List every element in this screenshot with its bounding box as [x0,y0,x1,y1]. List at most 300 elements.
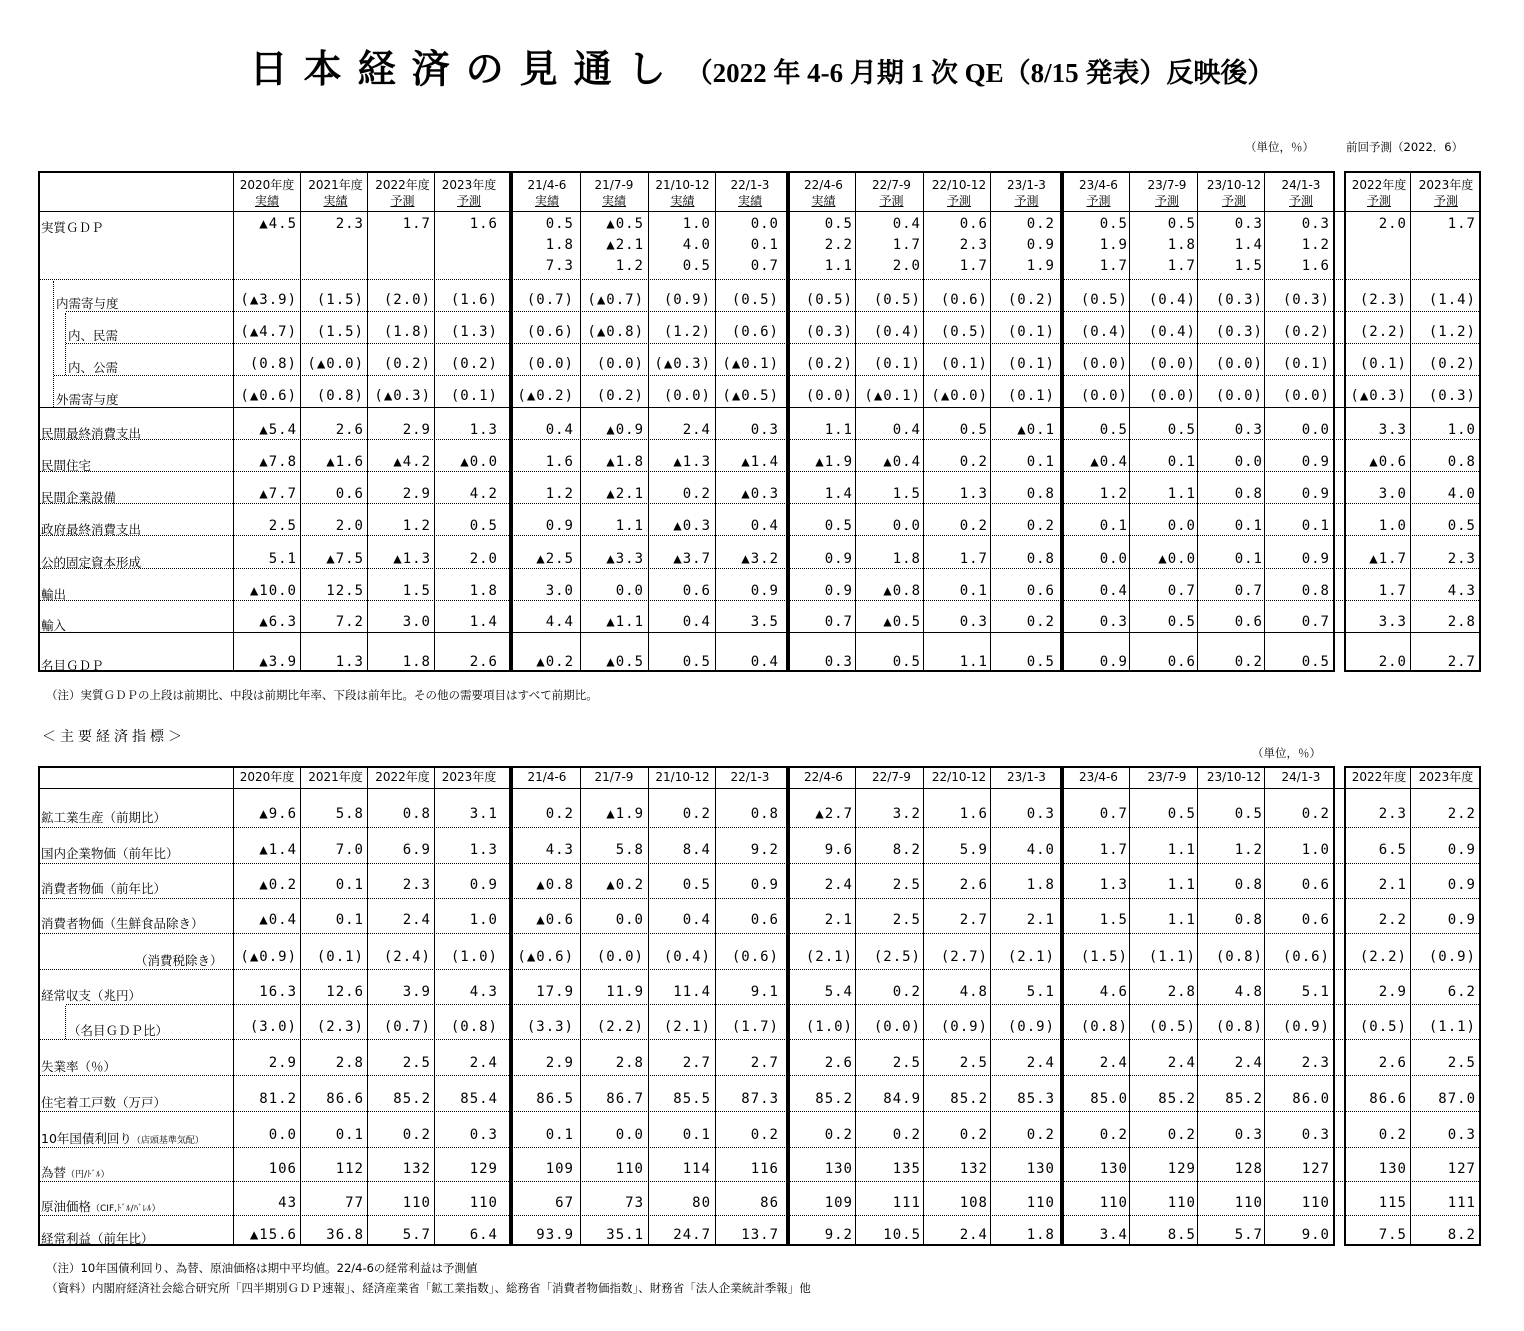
table-cell: 5.4 [824,984,853,1000]
column-header-period: 22/1-3 [730,178,770,192]
table-cell: 2.8 [1447,614,1476,630]
table-cell: (▲0.1) [722,356,779,372]
row-label-text: 外需寄与度 [56,392,119,407]
table-cell: 2.4 [1234,1055,1263,1071]
table-cell: (▲0.6) [517,949,574,965]
table-cell: 0.4 [682,912,711,928]
row-label [68,358,118,376]
table-cell: 4.2 [469,486,498,502]
table-cell: ▲1.3 [393,551,431,567]
table-cell: (0.5) [1359,1019,1407,1035]
table-cell: 4.3 [469,984,498,1000]
table-cell: 2.5 [892,912,921,928]
table-cell: 0.6 [1234,614,1263,630]
table-cell: 132 [959,1161,988,1177]
column-header: 2021年度 [308,770,363,784]
table-cell: 4.0 [1026,842,1055,858]
table-cell: 0.8 [1234,486,1263,502]
table-cell: 1.0 [682,216,711,232]
table-cell: 1.7 [892,237,921,253]
table-cell: 93.9 [536,1227,574,1243]
row-rule [38,933,1481,934]
table-cell: ▲1.4 [259,842,297,858]
column-header-status: 予測 [1154,194,1179,208]
table-cell: ▲2.1 [606,237,644,253]
column-rule [1410,766,1411,1246]
table-cell: 1.9 [1099,237,1128,253]
table-cell: 0.2 [959,518,988,534]
column-rule [715,171,716,672]
bracket-rule [65,313,66,375]
table-cell: (0.1) [1359,356,1407,372]
column-rule [434,766,435,1246]
unit-label-2: （単位，％） [1252,746,1321,760]
table-cell: 1.5 [892,486,921,502]
table-cell: 0.3 [1234,422,1263,438]
column-header-status: 実績 [601,194,626,208]
column-header-period: 2020年度 [239,178,295,192]
table-cell: 2.9 [1378,984,1407,1000]
table-cell: (0.2) [1428,356,1476,372]
table-cell: 0.6 [1301,877,1330,893]
table-cell: ▲1.9 [606,806,644,822]
outlook-table [38,171,1481,672]
table-cell: 4.8 [1234,984,1263,1000]
table-cell: 35.1 [606,1227,644,1243]
table-cell: ▲4.5 [259,216,297,232]
table-cell: 1.2 [402,518,431,534]
table-cell: (1.6) [450,292,498,308]
column-header: 22/10-12 [931,770,987,784]
table-cell: (0.1) [1007,324,1055,340]
table-cell: ▲1.8 [606,454,644,470]
row-label-text: 経常収支（兆円） [41,988,142,1003]
table-cell: 7.5 [1378,1227,1407,1243]
table-cell: 2.8 [1167,984,1196,1000]
table-cell: 5.8 [615,842,644,858]
table-cell: 3.0 [545,583,574,599]
table-cell: 2.4 [959,1227,988,1243]
table-cell: 0.0 [892,518,921,534]
table-cell: 0.6 [1167,654,1196,670]
column-header-period: 21/4-6 [527,178,567,192]
table-cell: 0.5 [682,654,711,670]
column-header-period: 21/7-9 [594,178,634,192]
table-cell: ▲1.4 [741,454,779,470]
row-label [56,390,119,408]
table-cell: 4.4 [545,614,574,630]
table-cell: 0.7 [750,258,779,274]
table-cell: 2.0 [1378,216,1407,232]
table-cell: 0.9 [824,583,853,599]
table-cell: 6.5 [1378,842,1407,858]
table-cell: (0.7) [383,1019,431,1035]
title-sub: （2022 年 4-6 月期 1 次 QE（8/15 発表）反映後） [685,58,1275,88]
table-cell: ▲0.8 [883,583,921,599]
table-cell: 1.8 [545,237,574,253]
table-cell: (0.5) [805,292,853,308]
row-label [41,1093,166,1111]
table-cell: 1.7 [1099,842,1128,858]
table-cell: (0.3) [805,324,853,340]
table-cell: 0.9 [750,583,779,599]
table-cell: 9.1 [750,984,779,1000]
table-cell: 0.5 [1301,654,1330,670]
table-cell: 9.2 [750,842,779,858]
table-cell: 1.2 [615,258,644,274]
table-cell: 0.9 [1301,454,1330,470]
column-header: 21/7-9 [594,770,634,784]
table-cell: 86.6 [326,1091,364,1107]
column-header: 2022年度 [1351,770,1407,784]
table-cell: 0.1 [1026,454,1055,470]
column-header-period: 22/7-9 [872,178,911,192]
table-cell: 3.1 [469,806,498,822]
row-rule [38,827,1481,828]
table-cell: 7.3 [545,258,574,274]
table-cell: (0.4) [1148,324,1196,340]
table-cell: ▲0.5 [606,654,644,670]
table-cell: 2.5 [1447,1055,1476,1071]
table-cell: 13.7 [741,1227,779,1243]
row-label [41,1197,161,1215]
table-cell: ▲0.6 [536,912,574,928]
table-cell: ▲15.6 [249,1227,297,1243]
row-rule [66,343,1481,344]
column-header [1347,177,1411,209]
column-header-status: 予測 [1288,194,1313,208]
column-header-period: 23/1-3 [1007,178,1046,192]
table-cell: 2.6 [469,654,498,670]
table-cell: 1.3 [469,842,498,858]
table-cell: (0.6) [1282,949,1330,965]
table-cell: 16.3 [259,984,297,1000]
table-cell: (0.8) [1080,1019,1128,1035]
table-cell: (0.2) [1007,292,1055,308]
column-header: 22/1-3 [730,770,770,784]
table-cell: 5.1 [1026,984,1055,1000]
column-header-period: 2022年度 [1351,178,1407,192]
table-cell: 0.5 [469,518,498,534]
column-header: 2023年度 [1418,770,1474,784]
table-cell: 6.9 [402,842,431,858]
table-cell: 6.4 [469,1227,498,1243]
table-cell: (0.0) [596,356,644,372]
table-cell: ▲0.4 [883,454,921,470]
table-cell: 1.7 [1167,258,1196,274]
table-cell: 1.7 [959,551,988,567]
row-label [56,294,119,312]
table-cell: 2.3 [402,877,431,893]
table-cell: 0.2 [1301,806,1330,822]
table-cell: ▲3.3 [606,551,644,567]
table-cell: ▲0.3 [741,486,779,502]
table-cell: 0.2 [892,1127,921,1143]
table-cell: (0.4) [1148,292,1196,308]
column-header: 24/1-3 [1281,770,1321,784]
table-cell: 5.9 [959,842,988,858]
table-cell: 3.2 [892,806,921,822]
column-header [790,177,857,209]
table-cell: (2.0) [383,292,431,308]
table-cell: 1.9 [1026,258,1055,274]
table-cell: 8.2 [892,842,921,858]
table-cell: 0.8 [1026,551,1055,567]
table-cell: (0.0) [526,356,574,372]
table-cell: 2.7 [750,1055,779,1071]
row-label-text: 民間企業設備 [41,490,117,505]
table-cell: 1.4 [1234,237,1263,253]
table-cell: 1.2 [1099,486,1128,502]
row-label-text: 実質ＧＤＰ [41,220,104,235]
table-cell: 0.8 [1301,583,1330,599]
table-cell: 9.2 [824,1227,853,1243]
column-rule [367,766,368,1246]
column-rule [855,171,856,672]
table-cell: 0.5 [824,216,853,232]
table-cell: ▲9.6 [259,806,297,822]
table-cell: 2.7 [1447,654,1476,670]
table-cell: 0.5 [1167,806,1196,822]
table-cell: 2.4 [469,1055,498,1071]
column-header [580,177,648,209]
table-cell: 0.1 [1167,454,1196,470]
table-cell: (0.1) [1282,356,1330,372]
column-header [1201,177,1267,209]
row-label-text: 民間住宅 [41,458,92,473]
table-cell: 0.8 [1026,486,1055,502]
column-header-status: 予測 [1433,194,1458,208]
table-cell: 135 [892,1161,921,1177]
table-cell: 129 [1167,1161,1196,1177]
row-rule [38,1075,1481,1076]
table-cell: 0.3 [1026,806,1055,822]
table-cell: 9.6 [824,842,853,858]
table-cell: 2.6 [959,877,988,893]
table-cell: 85.2 [1158,1091,1196,1107]
table-cell: ▲3.7 [673,551,711,567]
row-rule [38,863,1481,864]
table-cell: 0.9 [750,877,779,893]
table-cell: 2.2 [1378,912,1407,928]
row-label [41,218,104,236]
table-cell: 114 [682,1161,711,1177]
table-cell: 5.7 [1234,1227,1263,1243]
row-rule [38,439,1481,440]
table-cell: 0.3 [824,654,853,670]
table-cell: (▲0.3) [374,388,431,404]
column-rule [300,171,301,672]
table-cell: ▲2.1 [606,486,644,502]
table-cell: (0.2) [383,356,431,372]
table-cell: 0.8 [1234,912,1263,928]
row-label [68,326,118,344]
table-cell: 1.6 [469,216,498,232]
table-cell: (0.1) [450,388,498,404]
page-title [0,38,1524,93]
table-cell: 0.7 [1301,614,1330,630]
table-cell: 85.3 [1017,1091,1055,1107]
table-cell: 0.8 [1447,454,1476,470]
table-cell: 0.2 [1026,216,1055,232]
table-cell: (2.1) [663,1019,711,1035]
table-cell: 9.0 [1301,1227,1330,1243]
table-cell: 10.5 [883,1227,921,1243]
table-cell: 0.9 [1447,912,1476,928]
row-label [41,1229,154,1247]
table-cell: 11.4 [673,984,711,1000]
table-cell: (0.3) [1215,292,1263,308]
table-cell: 85.5 [673,1091,711,1107]
table-cell: 1.7 [1447,216,1476,232]
table-cell: 0.3 [959,614,988,630]
table-cell: ▲0.1 [1017,422,1055,438]
table-cell: 2.3 [1447,551,1476,567]
table-cell: 0.2 [959,454,988,470]
table-cell: 11.9 [606,984,644,1000]
table-cell: 4.3 [545,842,574,858]
table-cell: (2.2) [596,1019,644,1035]
row-label-text: 経常利益（前年比） [41,1231,154,1246]
column-header-period: 2023年度 [1418,178,1474,192]
table-cell: 0.5 [682,877,711,893]
column-rule [1410,171,1411,672]
row-label-text: 公的固定資本形成 [41,555,142,570]
table-cell: 2.4 [402,912,431,928]
column-rule [923,171,924,672]
row-label-text: 為替 [41,1165,67,1180]
table-cell: ▲7.7 [259,486,297,502]
row-label-text: 政府最終消費支出 [41,522,142,537]
table-cell: 1.8 [469,583,498,599]
table-cell: 0.2 [959,1127,988,1143]
table-cell: (0.0) [805,388,853,404]
table-cell: (0.5) [731,292,779,308]
table-cell: ▲0.6 [1369,454,1407,470]
table-cell: 0.5 [1099,216,1128,232]
table-cell: 0.4 [892,216,921,232]
table-cell: 1.7 [402,216,431,232]
table-cell: (0.0) [1215,388,1263,404]
row-label-text: 住宅着工戸数（万戸） [41,1095,167,1110]
table-cell: (2.2) [1359,324,1407,340]
column-header: 21/10-12 [655,770,710,784]
table-cell: 110 [402,1195,431,1211]
table-cell: 2.2 [1447,806,1476,822]
table-cell: ▲0.5 [883,614,921,630]
column-header-period: 23/10-12 [1206,178,1262,192]
table-cell: 0.2 [1378,1127,1407,1143]
table-cell: ▲0.5 [606,216,644,232]
table-cell: 110 [1234,1195,1263,1211]
column-header: 2022年度 [375,770,430,784]
column-header [858,177,925,209]
note-2: （注）10年国債利回り、為替、原油価格は期中平均値。22/4-6の経常利益は予測値 [46,1261,478,1275]
table-cell: 1.1 [1167,877,1196,893]
column-rule [1264,171,1265,672]
table-cell: 127 [1447,1161,1476,1177]
row-label [41,808,166,826]
column-header-status: 予測 [390,194,415,208]
table-cell: 2.3 [1378,806,1407,822]
table-cell: 2.6 [1378,1055,1407,1071]
table-cell: (0.9) [1007,1019,1055,1035]
table-cell: ▲0.3 [673,518,711,534]
table-cell: 2.0 [335,518,364,534]
table-cell: 8.2 [1447,1227,1476,1243]
table-cell: 110 [1099,1195,1128,1211]
table-cell: 0.1 [335,912,364,928]
table-cell: 2.3 [1301,1055,1330,1071]
table-cell: (0.5) [940,324,988,340]
table-cell: 2.4 [682,422,711,438]
column-header [1134,177,1200,209]
table-cell: 5.7 [402,1227,431,1243]
column-header-status: 予測 [879,194,904,208]
table-cell: 0.9 [1447,842,1476,858]
table-cell: 36.8 [326,1227,364,1243]
table-cell: 115 [1378,1195,1407,1211]
table-cell: 86.5 [536,1091,574,1107]
table-cell: 0.6 [335,486,364,502]
table-cell: 5.1 [268,551,297,567]
table-cell: 0.3 [1234,1127,1263,1143]
row-label-text: 原油価格 [41,1199,92,1214]
table-cell: 1.8 [1167,237,1196,253]
row-rule [38,1039,1481,1040]
row-rule [38,535,1481,536]
table-cell: (0.8) [1215,949,1263,965]
table-cell: (0.1) [1007,388,1055,404]
table-cell: 1.2 [1234,842,1263,858]
table-cell: 0.4 [750,654,779,670]
table-cell: 0.6 [750,912,779,928]
table-cell: 0.6 [959,216,988,232]
table-cell: 85.4 [460,1091,498,1107]
table-cell: 0.2 [545,806,574,822]
column-header-period: 2021年度 [308,178,363,192]
row-label-text: 民間最終消費支出 [41,426,142,441]
table-cell: ▲1.9 [815,454,853,470]
table-cell: 0.4 [682,614,711,630]
table-cell: 0.1 [1234,551,1263,567]
table-cell: 0.2 [1026,518,1055,534]
indicators-table [38,766,1481,1246]
row-label-text: 内需寄与度 [56,296,119,311]
table-cell: 0.3 [1234,216,1263,232]
row-label [41,1163,110,1181]
row-label-note: （店頭基準気配） [131,1136,204,1146]
table-cell: 0.2 [1026,614,1055,630]
table-cell: 67 [555,1195,574,1211]
column-rule [990,766,991,1246]
table-cell: 2.9 [545,1055,574,1071]
table-cell: 81.2 [259,1091,297,1107]
table-cell: (1.5) [316,324,364,340]
row-rule [38,898,1481,899]
table-cell: 0.8 [1234,877,1263,893]
table-cell: 0.2 [1167,1127,1196,1143]
table-cell: (0.2) [450,356,498,372]
column-header-status: 予測 [946,194,971,208]
row-label [41,1057,116,1075]
table-cell: (0.0) [663,388,711,404]
table-cell: 0.1 [682,1127,711,1143]
table-cell: 2.0 [892,258,921,274]
table-cell: 0.4 [892,422,921,438]
table-cell: 112 [335,1161,364,1177]
table-cell: 8.4 [682,842,711,858]
